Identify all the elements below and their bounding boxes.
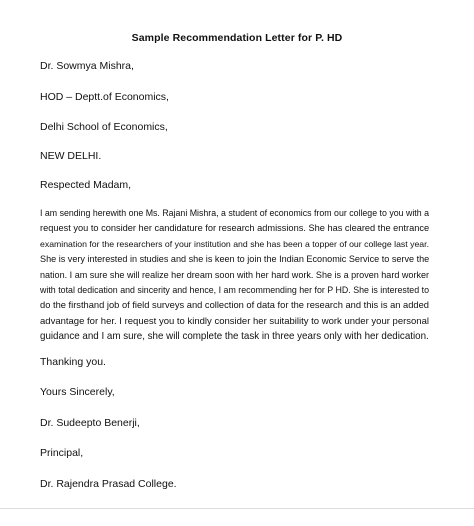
page-edge-divider: [0, 508, 474, 509]
body-line: examination for the researchers of your institution and she has been a topper of our college last year.: [40, 238, 429, 249]
body-line: I am sending herewith one Ms. Rajani Mishra, a student of economics from our college to you with a: [40, 208, 429, 218]
signatory-position: Principal,: [40, 447, 84, 459]
body-line: with total dedication and sincerity and hence, I am recommending her for P HD. She is interested to: [40, 285, 429, 296]
signatory-institution: Dr. Rajendra Prasad College.: [40, 478, 177, 490]
recipient-name: Dr. Sowmya Mishra,: [40, 60, 134, 72]
body-line: request you to consider her candidature for research admissions. She has cleared the entrance: [40, 223, 430, 234]
recipient-position: HOD – Deptt.of Economics,: [40, 91, 169, 103]
letter-body: [40, 206, 429, 345]
body-line: do the firsthand job of field surveys and collection of data for the research and this is an added: [40, 300, 429, 311]
recipient-institution: Delhi School of Economics,: [40, 121, 168, 133]
closing-thanks: Thanking you.: [40, 356, 106, 368]
valediction: Yours Sincerely,: [40, 386, 115, 398]
recipient-city: NEW DELHI.: [40, 150, 102, 162]
body-line: guidance and I am sure, she will complete the task in three years only with her dedication.: [40, 331, 429, 343]
body-line: advantage for her. I request you to kindly consider her suitability to work under your personal: [40, 315, 429, 327]
body-line: She is very interested in studies and she is keen to join the Indian Economic Service to serve the: [40, 254, 430, 265]
salutation: Respected Madam,: [40, 179, 132, 191]
body-line: nation. I am sure she will realize her dream soon with her hard work. She is a proven hard worker: [40, 269, 429, 280]
letter-title: Sample Recommendation Letter for P. HD: [131, 32, 343, 44]
signatory-name: Dr. Sudeepto Benerji,: [40, 417, 140, 429]
